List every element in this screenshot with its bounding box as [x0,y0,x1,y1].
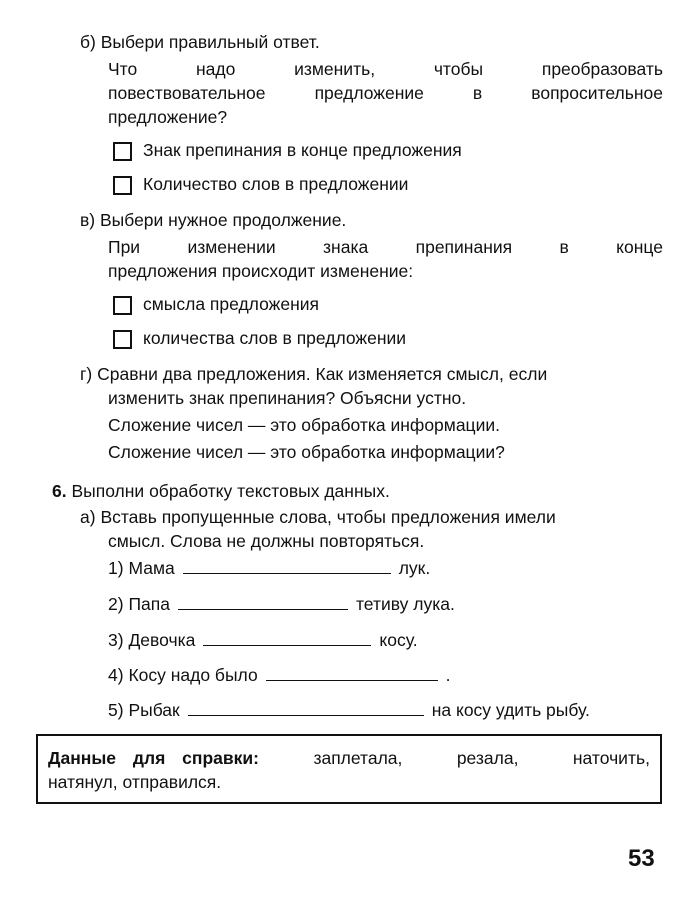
section-b-prompt: б) Выбери правильный ответ. [80,32,320,52]
section-v-prompt: в) Выбери нужное продолжение. [80,210,347,230]
section-b-option1-label: Знак препинания в конце предложения [143,140,462,160]
section-v-option2-label: количества слов в предложении [143,328,407,348]
reference-line2: натянул, отправился. [48,772,222,792]
reference-line1: Данные для справки: заплетала, резала, наточить, [48,748,650,768]
section-g-sentence1: Сложение чисел — это обработка информации. [108,415,500,435]
section-v-line1: При изменении знака препинания в конце [108,237,663,257]
task6-part-a-line2: смысл. Слова не должны повторяться. [108,531,425,551]
task6-part-a-line1: а) Вставь пропущенные слова, чтобы предложения имели [80,507,556,527]
section-b-question-line3: предложение? [108,107,228,127]
checkbox-v-option2[interactable] [113,330,132,349]
section-b-question-line2: повествовательное предложение в вопросительное [108,83,663,103]
list-item-1: 1) Мама лук. [108,558,431,578]
section-v-line2: предложения происходит изменение: [108,261,414,281]
section-g-sentence2: Сложение чисел — это обработка информации? [108,442,505,462]
blank-3[interactable] [203,631,371,646]
section-b-question-line1: Что надо изменить, чтобы преобразовать [108,59,663,79]
section-b-option2-label: Количество слов в предложении [143,174,409,194]
list-item-4: 4) Косу надо было . [108,665,451,685]
task6-title: 6. Выполни обработку текстовых данных. [52,481,390,501]
list-item-3: 3) Девочка косу. [108,630,418,650]
list-item-5: 5) Рыбак на косу удить рыбу. [108,700,590,720]
list-item-2: 2) Папа тетиву лука. [108,594,455,614]
task6-number: 6. [52,481,67,501]
checkbox-b-option2[interactable] [113,176,132,195]
section-g-line1: г) Сравни два предложения. Как изменяется смысл, если [80,364,548,384]
blank-5[interactable] [188,701,424,716]
blank-1[interactable] [183,559,391,574]
page-number: 53 [628,845,655,872]
checkbox-v-option1[interactable] [113,296,132,315]
section-v-option1-label: смысла предложения [143,294,319,314]
section-g-line2: изменить знак препинания? Объясни устно. [108,388,467,408]
reference-label: Данные для справки: [48,748,260,768]
blank-4[interactable] [266,666,438,681]
checkbox-b-option1[interactable] [113,142,132,161]
blank-2[interactable] [178,595,348,610]
